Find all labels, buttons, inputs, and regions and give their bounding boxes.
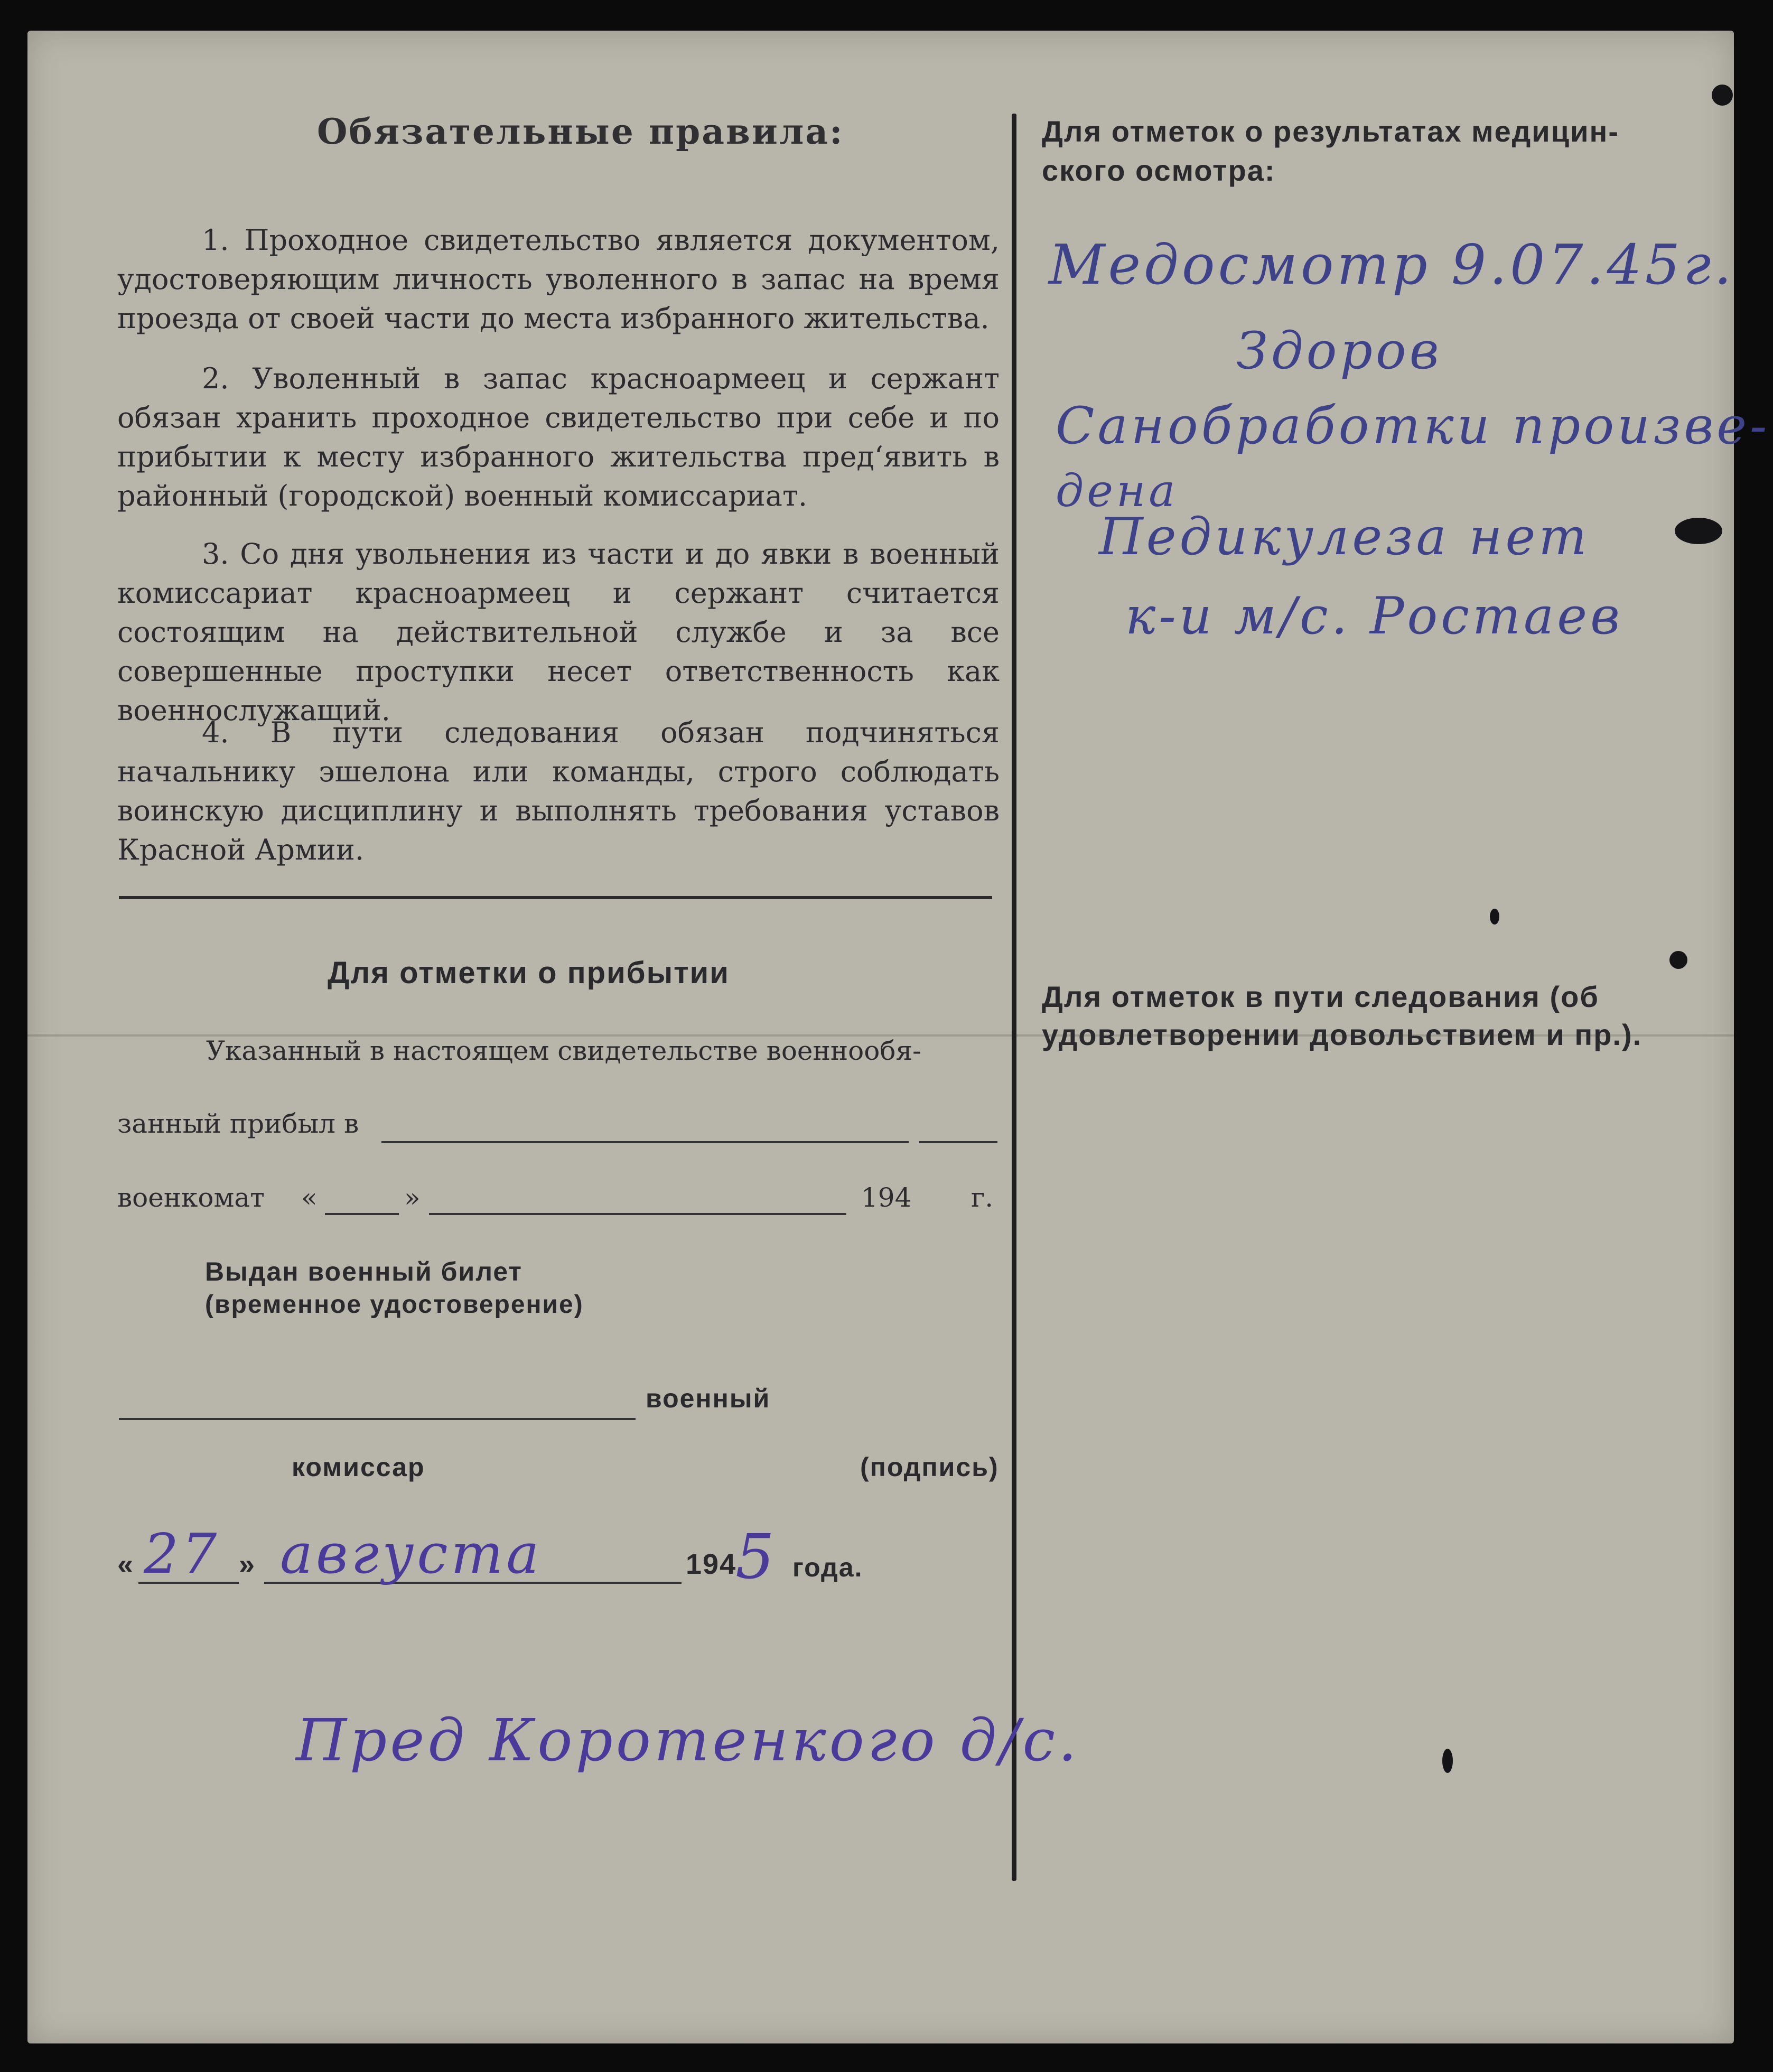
medical-note-1: Медосмотр 9.07.45г. — [1049, 232, 1735, 297]
voenkomat-label: военкомат — [117, 1182, 265, 1213]
column-divider — [1012, 114, 1016, 1881]
arrival-place-blank-2 — [919, 1141, 997, 1143]
rule-3: 3. Со дня увольнения из части и до явки в военный комиссариат красноармеец и сержант считается состоящим на действительной службе и за все совершенные проступки несет ответственность как военнослужащий. — [117, 537, 1000, 727]
rule-4: 4. В пути следования обязан подчиняться начальнику эшелона или команды, строго соблюдать воинскую дисциплину и выполнять требования уставов Красной Армии. — [117, 716, 1000, 866]
paper-damage-spot — [1675, 518, 1722, 544]
komissar-label: комиссар — [292, 1452, 425, 1482]
arrival-place-blank — [381, 1141, 909, 1143]
medical-title-line-1: Для отметок о результатах медицин- — [1042, 115, 1620, 148]
date-quote-close: » — [239, 1548, 256, 1580]
travel-title-line-2: удовлетворении довольствием и пр.). — [1042, 1018, 1643, 1051]
medical-note-3: Санобработки произве- — [1056, 396, 1770, 455]
medical-title-line-2: ского осмотра: — [1042, 154, 1276, 187]
paper-damage-spot — [1712, 85, 1733, 106]
medical-note-4: дена — [1056, 465, 1179, 517]
rule-2: 2. Уволенный в запас красноармеец и сержант обязан хранить проходное свидетельство при себе и по прибытии к месту избранного жительства пред‘явить в районный (городской) военный комиссариат. — [117, 362, 1000, 512]
handwritten-month: августа — [280, 1522, 543, 1586]
handwritten-note: Пред Коротенкого д/с. — [296, 1706, 1080, 1774]
goda-label: года. — [792, 1553, 863, 1582]
year-suffix: г. — [971, 1182, 994, 1213]
handwritten-day: 27 — [144, 1522, 220, 1586]
commissar-blank — [119, 1418, 636, 1420]
paper-damage-spot — [1669, 951, 1687, 969]
rules-title: Обязательные правила: — [317, 111, 844, 152]
arrival-title: Для отметки о прибытии — [328, 956, 730, 990]
voenny-label: военный — [646, 1384, 771, 1413]
issued-label: Выдан военный билет — [205, 1257, 522, 1286]
month-blank — [429, 1213, 846, 1215]
day-blank — [325, 1213, 399, 1215]
quote-open: « — [301, 1182, 318, 1213]
quote-close: » — [404, 1182, 421, 1213]
year-prefix: 194 — [861, 1182, 912, 1213]
date-quote-open: « — [117, 1548, 135, 1580]
paper-damage-spot — [1490, 909, 1499, 925]
section-rule — [119, 896, 992, 899]
rule-1: 1. Проходное свидетельство является документом, удостоверяющим личность уволенного в запас на время проезда от своей части до места избранного жительства. — [117, 223, 1000, 335]
signature-label: (подпись) — [860, 1452, 999, 1482]
medical-note-2: Здоров — [1236, 321, 1442, 380]
handwritten-year-digit: 5 — [735, 1522, 778, 1593]
arrival-line-1: Указанный в настоящем свидетельстве военнообя- — [206, 1035, 921, 1066]
paper-damage-spot — [1442, 1749, 1453, 1773]
medical-note-6: к-и м/с. Ростаев — [1125, 586, 1623, 646]
date-year-prefix: 194 — [686, 1548, 737, 1580]
arrival-line-2: занный прибыл в — [117, 1108, 359, 1139]
travel-title-line-1: Для отметок в пути следования (об — [1042, 980, 1599, 1013]
medical-note-5: Педикулеза нет — [1099, 507, 1590, 566]
temporary-label: (временное удостоверение) — [205, 1291, 584, 1319]
